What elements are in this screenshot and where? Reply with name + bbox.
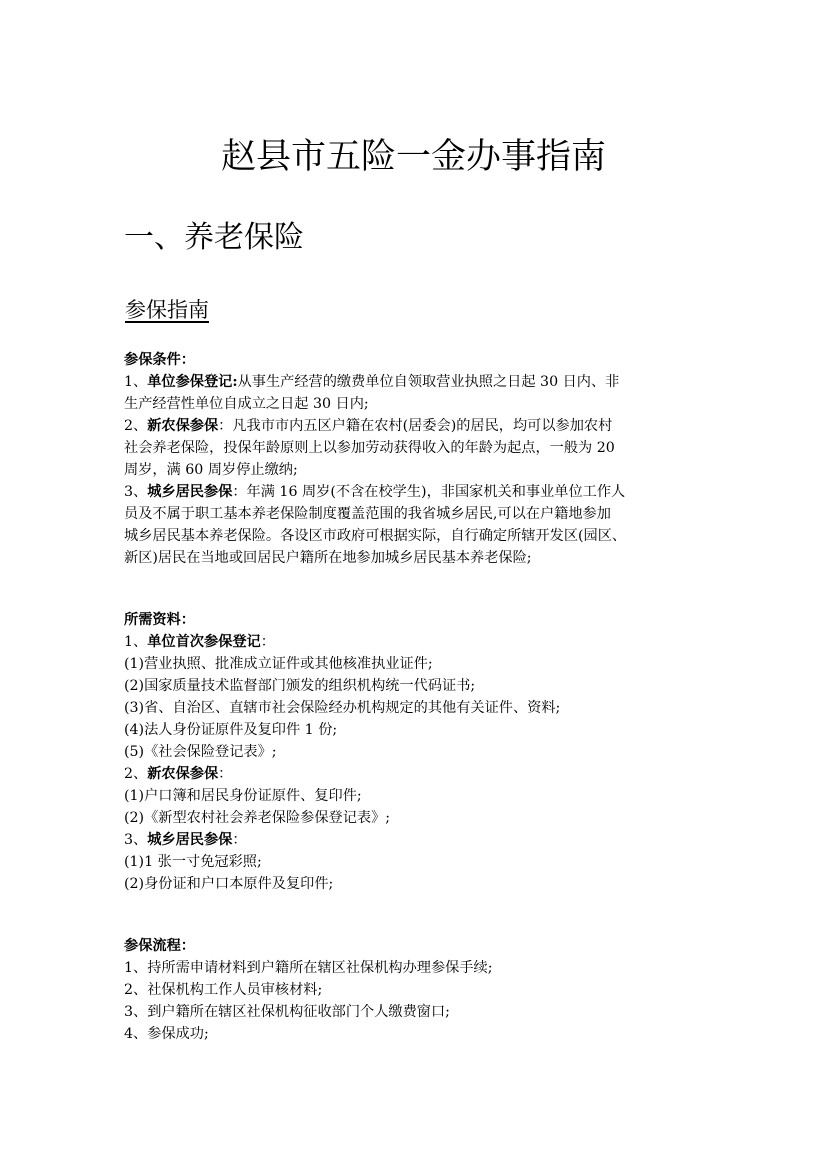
materials-group-prefix: 1、 xyxy=(124,634,148,650)
materials-group-heading xyxy=(124,763,724,785)
condition-text: ：凡我市市内五区户籍在农村(居委会)的居民，均可以参加农村 xyxy=(218,418,613,434)
document-title: 赵县市五险一金办事指南 xyxy=(220,137,606,177)
condition-text-line: 城乡居民基本养老保险。各设区市政府可根据实际，自行确定所辖开发区(园区、 xyxy=(124,528,627,544)
condition-item xyxy=(124,371,724,393)
condition-label: 新农保参保 xyxy=(147,418,219,434)
material-item: (1)户口簿和居民身份证原件、复印件; xyxy=(124,788,362,804)
condition-prefix: 3、 xyxy=(124,484,148,500)
condition-prefix: 2、 xyxy=(124,418,148,434)
materials-block xyxy=(124,609,724,895)
process-step: 1、持所需申请材料到户籍所在辖区社保机构办理参保手续; xyxy=(124,960,493,976)
materials-group-label: 新农保参保 xyxy=(147,766,219,782)
materials-group-prefix: 2、 xyxy=(124,766,148,782)
condition-text-line: 员及不属于职工基本养老保险制度覆盖范围的我省城乡居民,可以在户籍地参加 xyxy=(124,506,611,522)
condition-prefix: 1、 xyxy=(124,374,148,390)
materials-group-heading xyxy=(124,631,724,653)
materials-heading: 所需资料： xyxy=(124,612,195,628)
conditions-heading: 参保条件： xyxy=(124,352,195,368)
material-item: (1)营业执照、批准成立证件或其他核准执业证件; xyxy=(124,656,433,672)
subsection-title-guide: 参保指南 xyxy=(125,298,209,322)
process-step: 2、社保机构工作人员审核材料; xyxy=(124,982,323,998)
material-item: (2)《新型农村社会养老保险参保登记表》; xyxy=(124,810,391,826)
condition-text: ：年满 16 周岁(不含在校学生)，非国家机关和事业单位工作人 xyxy=(232,484,626,500)
condition-item xyxy=(124,481,724,503)
condition-text-line: 社会养老保险，投保年龄原则上以参加劳动获得收入的年龄为起点，一般为 20 xyxy=(124,440,615,456)
materials-group-suffix: ： xyxy=(232,832,247,848)
materials-group-label: 单位首次参保登记 xyxy=(147,634,261,650)
condition-label: 城乡居民参保 xyxy=(147,484,233,500)
materials-group-prefix: 3、 xyxy=(124,832,148,848)
conditions-block xyxy=(124,349,724,569)
process-step: 4、参保成功; xyxy=(124,1026,209,1042)
material-item: (3)省、自治区、直辖市社会保险经办机构规定的其他有关证件、资料; xyxy=(124,700,561,716)
materials-group-suffix: ： xyxy=(260,634,275,650)
process-block xyxy=(124,935,724,1045)
condition-label: 单位参保登记: xyxy=(147,374,238,390)
materials-group-heading xyxy=(124,829,724,851)
condition-text: 从事生产经营的缴费单位自领取营业执照之日起 30 日内、非 xyxy=(237,374,620,390)
material-item: (2)国家质量技术监督部门颁发的组织机构统一代码证书; xyxy=(124,678,476,694)
condition-text-line: 新区)居民在当地或回居民户籍所在地参加城乡居民基本养老保险; xyxy=(124,550,532,566)
materials-group-suffix: ： xyxy=(218,766,233,782)
process-step: 3、到户籍所在辖区社保机构征收部门个人缴费窗口; xyxy=(124,1004,450,1020)
section-title-pension: 一、养老保险 xyxy=(124,220,304,255)
material-item: (4)法人身份证原件及复印件 1 份; xyxy=(124,722,338,738)
material-item: (1)1 张一寸免冠彩照; xyxy=(124,854,262,870)
material-item: (5)《社会保险登记表》; xyxy=(124,744,277,760)
condition-item xyxy=(124,415,724,437)
condition-text-line: 周岁，满 60 周岁停止缴纳; xyxy=(124,462,298,478)
process-heading: 参保流程： xyxy=(124,938,195,954)
material-item: (2)身份证和户口本原件及复印件; xyxy=(124,876,334,892)
materials-group-label: 城乡居民参保 xyxy=(147,832,233,848)
condition-text-line: 生产经营性单位自成立之日起 30 日内; xyxy=(124,396,369,412)
